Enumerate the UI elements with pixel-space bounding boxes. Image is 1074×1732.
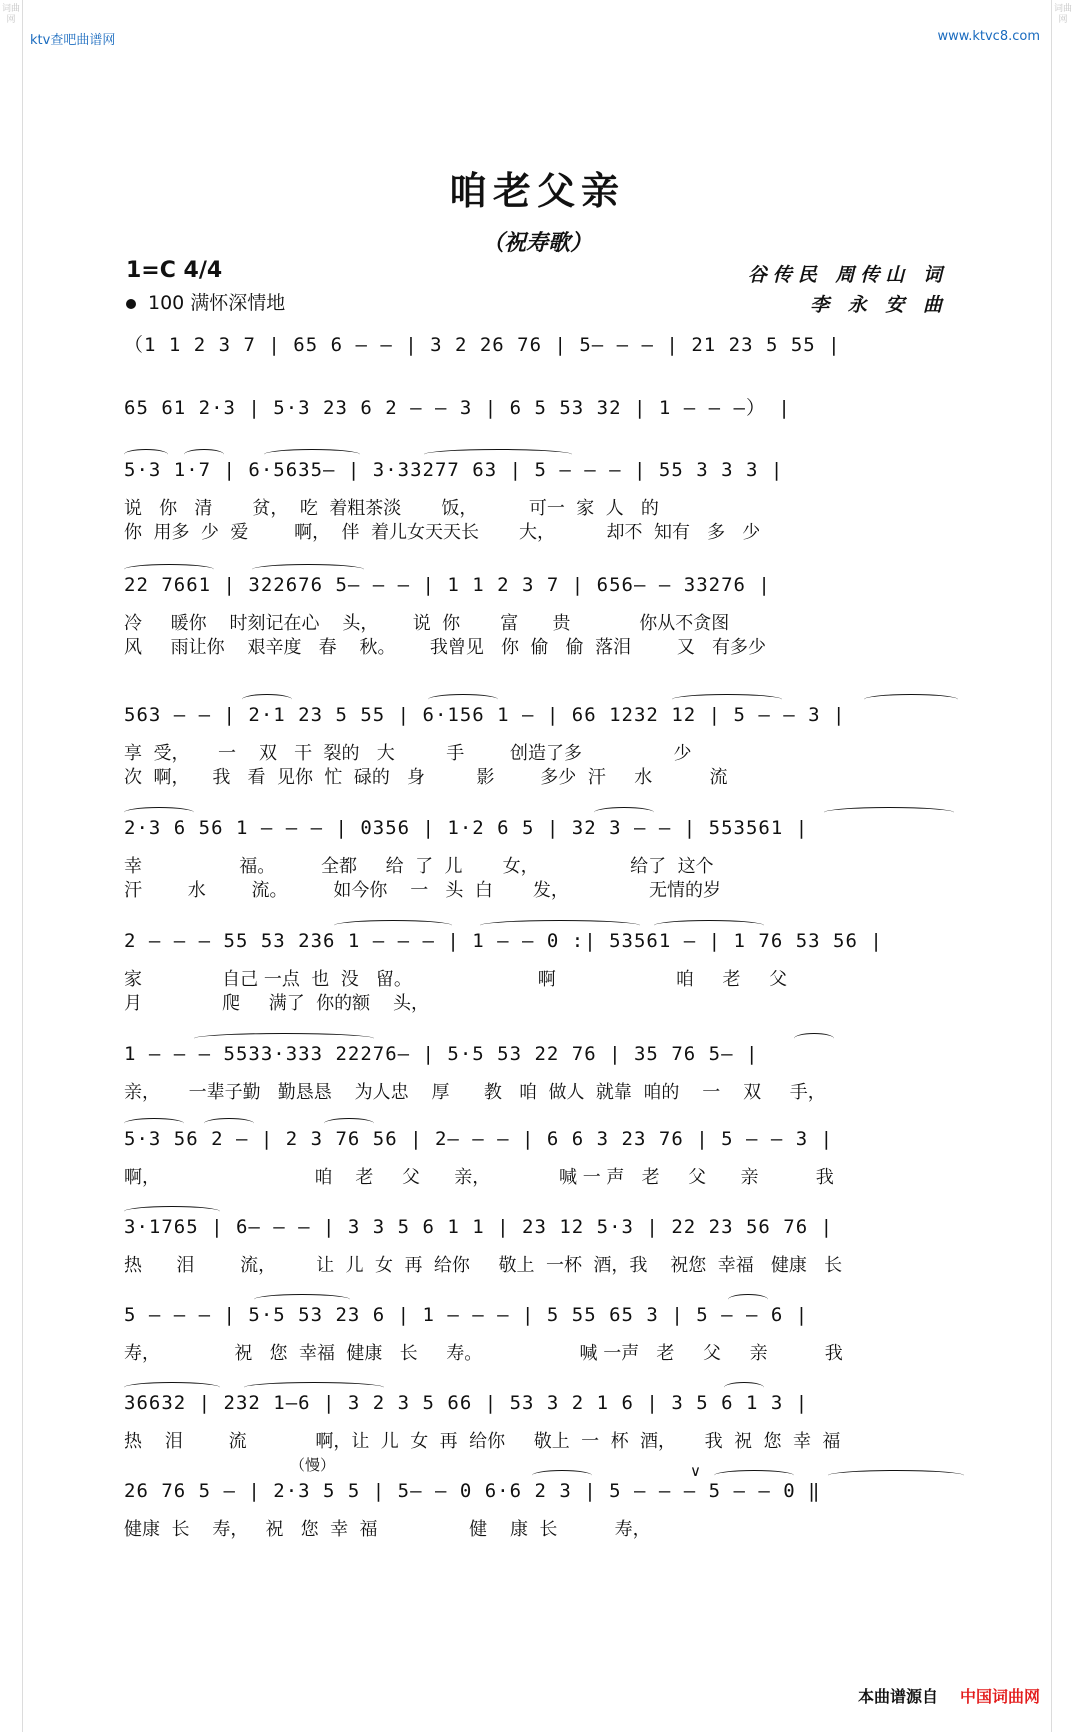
notation-line: 2 — — — 55 53 236 1 — — — | 1 — — 0 :| 53561 — | 1 76 53 56 | bbox=[124, 930, 883, 952]
lyric-verse-1: 热 泪 流 啊，让 儿 女 再 给你 敬上 一 杯 酒， 我 祝 您 幸 福 bbox=[124, 1431, 841, 1452]
lyricist-credit: 谷传民 周传山 词 bbox=[747, 264, 948, 286]
lyric-verse-1: 冷 暖你 时刻记在心 头， 说 你 富 贵 你从不贪图 bbox=[124, 613, 730, 634]
key-signature: 1=C 4/4 bbox=[126, 258, 223, 283]
lyric-verse-1: 啊， 咱 老 父 亲， 喊 一 声 老 父 亲 我 bbox=[124, 1167, 834, 1188]
notation-line: 26 76 5 — | 2·3 5 5 | 5— — 0 6·6 2 3 | 5 — — — 5 — — 0 ‖ bbox=[124, 1480, 821, 1502]
lyric-verse-2: 你 用多 少 爱 啊， 伴 着儿女天天长 大， 却不 知有 多 少 bbox=[124, 522, 761, 543]
notation-line: 2·3 6 56 1 — — — | 0356 | 1·2 6 5 | 32 3 — — | 553561 | bbox=[124, 817, 809, 839]
site-name-left[interactable]: ktv查吧曲谱网 bbox=[30, 33, 116, 48]
notation-line: 1 — — — 5533·333 22276— | 5·5 53 22 76 | 35 76 5— | bbox=[124, 1043, 759, 1065]
notation-line: 36632 | 232 1—6 | 3 2 3 5 66 | 53 3 2 1 6 | 3 5 6 1 3 | bbox=[124, 1392, 809, 1414]
notation-line: 5 — — — | 5·5 53 23 6 | 1 — — — | 5 55 65 3 | 5 — — 6 | bbox=[124, 1304, 809, 1326]
source-label: 本曲谱源自 bbox=[857, 1687, 938, 1706]
notation-line: 65 61 2·3 | 5·3 23 6 2 — — 3 | 6 5 53 32 | 1 — — —） | bbox=[124, 397, 791, 419]
site-url-right[interactable]: www.ktvc8.com bbox=[937, 29, 1040, 44]
brand-link[interactable]: 中国词曲网 bbox=[959, 1687, 1040, 1706]
lyric-verse-2: 风 雨让你 艰辛度 春 秋。 我曾见 你 偷 偷 落泪 又 有多少 bbox=[124, 637, 767, 658]
left-margin-strip bbox=[0, 0, 23, 1732]
notation-line: 22 7661 | 322676 5— — — | 1 1 2 3 7 | 656— — 33276 | bbox=[124, 574, 771, 596]
lyric-verse-1: 亲， 一辈子勤 勤恳恳 为人忠 厚 教 咱 做人 就靠 咱的 一 双 手， bbox=[124, 1082, 826, 1103]
lyric-verse-1: 寿， 祝 您 幸福 健康 长 寿。 喊 一声 老 父 亲 我 bbox=[124, 1343, 843, 1364]
notation-line: 5·3 1·7 | 6·5635— | 3·33277 63 | 5 — — — | 55 3 3 3 | bbox=[124, 459, 784, 481]
breath-mark-icon: ∨ bbox=[690, 1462, 701, 1480]
lyric-verse-2: 次 啊， 我 看 见你 忙 碌的 身 影 多少 汗 水 流 bbox=[124, 767, 728, 788]
song-subtitle: （祝寿歌） bbox=[481, 230, 592, 256]
notation-line: （1 1 2 3 7 | 65 6 — — | 3 2 26 76 | 5— — — | 21 23 5 55 | bbox=[124, 334, 841, 356]
lyric-verse-1: 家 自己 一点 也 没 留。 啊 咱 老 父 bbox=[124, 969, 788, 990]
lyric-verse-2: 汗 水 流。 如今你 一 头 白 发， 无情的岁 bbox=[124, 880, 721, 901]
notation-line: 3·1765 | 6— — — | 3 3 5 6 1 1 | 23 12 5·3 | 22 23 56 76 | bbox=[124, 1216, 834, 1238]
lyric-verse-1: 享 受， 一 双 干 裂的 大 手 创造了多 少 bbox=[124, 743, 692, 764]
notation-line: 5·3 56 2 — | 2 3 76 56 | 2— — — | 6 6 3 23 76 | 5 — — 3 | bbox=[124, 1128, 834, 1150]
lyric-verse-1: 健康 长 寿， 祝 您 幸 福 健 康 长 寿， bbox=[124, 1519, 651, 1540]
lyric-verse-2: 月 爬 满了 你的额 头， bbox=[124, 993, 430, 1014]
lyric-verse-1: 幸 福。 全都 给 了 儿 女， 给了 这个 bbox=[124, 856, 714, 877]
margin-watermark: 词曲网 bbox=[1, 4, 20, 25]
notation-line: 563 — — | 2·1 23 5 55 | 6·156 1 — | 66 1232 12 | 5 — — 3 | bbox=[124, 704, 846, 726]
tempo-dot-icon bbox=[126, 299, 136, 309]
tempo-text: 100 满怀深情地 bbox=[148, 292, 286, 314]
right-margin-strip bbox=[1051, 0, 1074, 1732]
composer-credit: 李 永 安 曲 bbox=[810, 294, 948, 316]
song-title: 咱老父亲 bbox=[448, 168, 625, 213]
source-footer bbox=[858, 1684, 1040, 1707]
lyric-verse-1: 说 你 清 贫， 吃 着粗茶淡 饭， 可一 家 人 的 bbox=[124, 498, 659, 519]
slow-marking: （慢） bbox=[290, 1456, 336, 1474]
lyric-verse-1: 热 泪 流， 让 儿 女 再 给你 敬上 一杯 酒，我 祝您 幸福 健康 长 bbox=[124, 1255, 843, 1276]
margin-watermark: 词曲网 bbox=[1053, 4, 1072, 25]
tempo-marking bbox=[126, 288, 285, 315]
